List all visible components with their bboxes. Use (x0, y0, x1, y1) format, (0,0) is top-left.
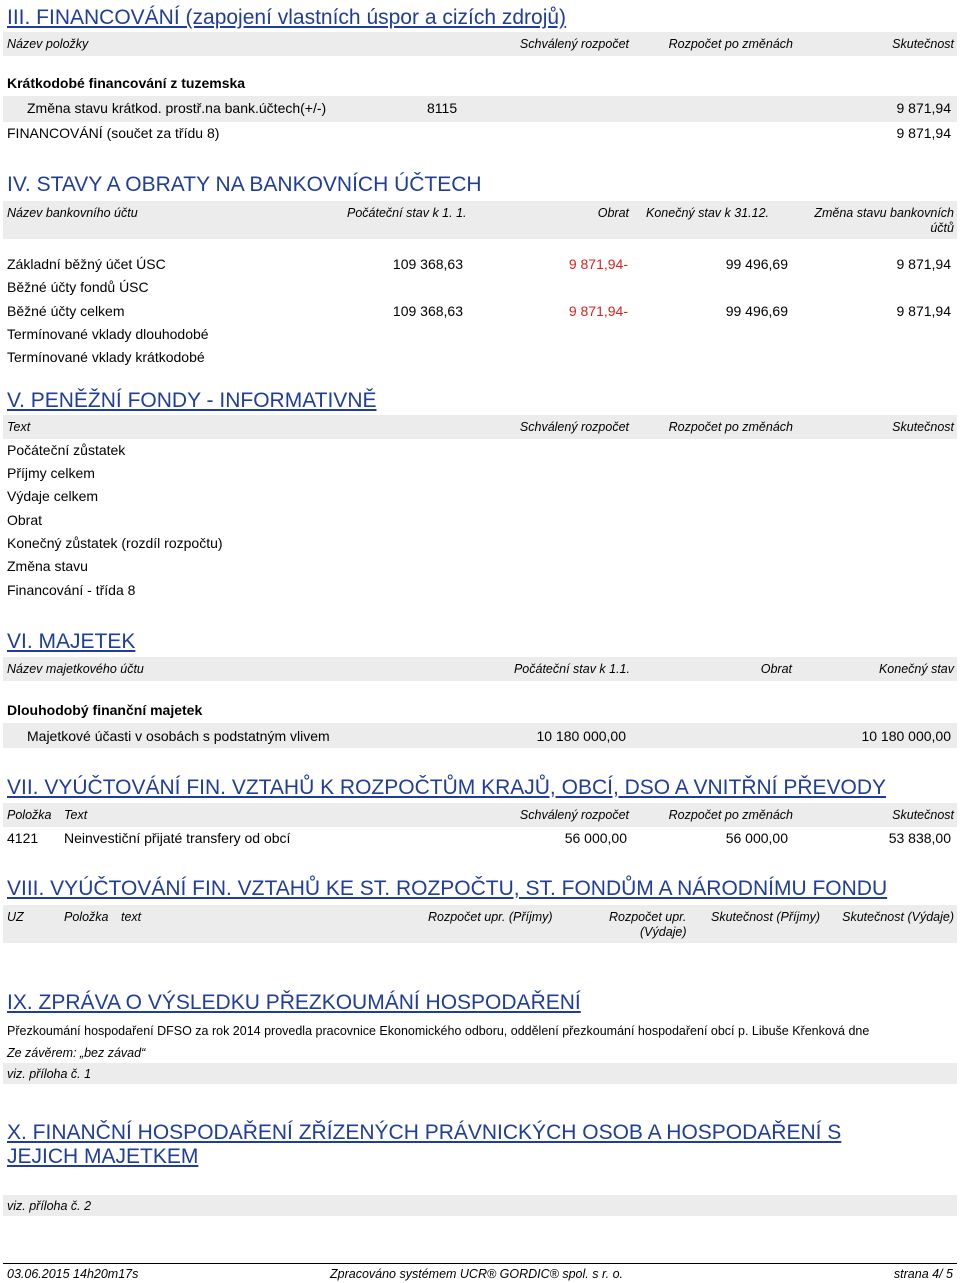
header-item: Položka (64, 910, 109, 924)
header-budget-after-changes: Rozpočet po změnách (668, 420, 793, 434)
row-code: 8115 (427, 100, 458, 116)
header-actual-expenses: Skutečnost (Výdaje) (842, 910, 954, 924)
row-text: Neinvestiční přijaté transfery od obcí (64, 830, 291, 846)
list-item: Počáteční zůstatek (7, 442, 126, 458)
attachment-ref: viz. příloha č. 1 (7, 1067, 92, 1081)
header-actual: Skutečnost (892, 37, 954, 51)
header-actual: Skutečnost (892, 420, 954, 434)
header-text: text (121, 910, 142, 924)
header-actual-income: Skutečnost (Příjmy) (711, 910, 821, 924)
section-5-title: V. PENĚŽNÍ FONDY - INFORMATIVNĚ (7, 389, 377, 412)
row-start: 10 180 000,00 (536, 728, 626, 744)
header-budget-after-changes: Rozpočet po změnách (668, 808, 793, 822)
header-adjusted-budget-expenses-2: (Výdaje) (640, 925, 687, 939)
header-initial-balance: Počáteční stav k 1.1. (513, 662, 630, 676)
section-8-header (3, 905, 957, 943)
section-6-title: VI. MAJETEK (7, 630, 136, 653)
footer-datetime: 03.06.2015 14h20m17s (7, 1267, 139, 1281)
header-final-balance: Konečný stav k 31.12. (646, 206, 769, 220)
attachment-band (3, 1195, 957, 1216)
group-short-term-financing: Krátkodobé financování z tuzemska (7, 75, 246, 91)
header-uz: UZ (7, 910, 24, 924)
total-label: FINANCOVÁNÍ (součet za třídu 8) (7, 125, 220, 141)
row-code: 4121 (7, 830, 39, 846)
header-balance-change-2: účtů (930, 221, 954, 235)
table-row-turnover: 9 871,94- (568, 303, 628, 319)
list-item: Konečný zůstatek (rozdíl rozpočtu) (7, 535, 223, 551)
header-turnover: Obrat (760, 662, 792, 676)
row-end: 10 180 000,00 (861, 728, 951, 744)
section-3-title: III. FINANCOVÁNÍ (zapojení vlastních úspor a cizích zdrojů) (7, 6, 567, 29)
section-7-title: VII. VYÚČTOVÁNÍ FIN. VZTAHŮ K ROZPOČTŮM KRAJŮ, OBCÍ, DSO A VNITŘNÍ PŘEVODY (7, 776, 887, 799)
footer-divider (3, 1263, 957, 1264)
table-row-turnover: 9 871,94- (568, 256, 628, 272)
header-adjusted-budget-expenses: Rozpočet upr. (609, 910, 687, 924)
total-actual: 9 871,94 (896, 125, 951, 141)
header-text: Text (64, 808, 88, 822)
footer-page: strana 4/ 5 (893, 1267, 953, 1281)
table-row-end: 99 496,69 (725, 303, 788, 319)
header-approved-budget: Schválený rozpočet (519, 808, 629, 822)
table-row-end: 99 496,69 (725, 256, 788, 272)
table-row-change: 9 871,94 (896, 303, 951, 319)
header-approved-budget: Schválený rozpočet (519, 420, 629, 434)
footer-system: Zpracováno systémem UCR® GORDIC® spol. s r. o. (330, 1267, 624, 1281)
list-item: Změna stavu (7, 558, 88, 574)
section-5-header (3, 415, 957, 439)
section-4-header (3, 201, 957, 239)
header-final-balance: Konečný stav (878, 662, 954, 676)
list-item: Příjmy celkem (7, 465, 95, 481)
row-changed: 56 000,00 (725, 830, 788, 846)
header-actual: Skutečnost (892, 808, 954, 822)
table-row-start: 109 368,63 (392, 303, 463, 319)
table-row-change: 9 871,94 (896, 256, 951, 272)
row-actual: 9 871,94 (896, 100, 951, 116)
section-8-title: VIII. VYÚČTOVÁNÍ FIN. VZTAHŮ KE ST. ROZPOČTU, ST. FONDŮM A NÁRODNÍMU FONDU (7, 877, 888, 900)
section-9-title: IX. ZPRÁVA O VÝSLEDKU PŘEZKOUMÁNÍ HOSPODAŘENÍ (7, 991, 581, 1014)
group-long-term-financial-assets: Dlouhodobý finanční majetek (7, 702, 203, 718)
row-approved: 56 000,00 (564, 830, 627, 846)
audit-conclusion: Ze závěrem: „bez závad“ (7, 1046, 146, 1060)
section-4-title: IV. STAVY A OBRATY NA BANKOVNÍCH ÚČTECH (7, 173, 482, 196)
header-item: Položka (7, 808, 52, 822)
row-label: Změna stavu krátkod. prostř.na bank.účtech(+/-) (27, 100, 327, 116)
header-adjusted-budget-income: Rozpočet upr. (Příjmy) (428, 910, 553, 924)
attachment-ref: viz. příloha č. 2 (7, 1199, 92, 1213)
header-bank-account-name: Název bankovního účtu (7, 206, 138, 220)
section-10-title: X. FINANČNÍ HOSPODAŘENÍ ZŘÍZENÝCH PRÁVNICKÝCH OSOB A HOSPODAŘENÍ S (7, 1121, 842, 1144)
attachment-band (3, 1063, 957, 1084)
header-text: Text (7, 420, 31, 434)
table-row-label: Základní běžný účet ÚSC (7, 256, 166, 272)
row-label: Majetkové účasti v osobách s podstatným vlivem (27, 728, 330, 744)
header-budget-after-changes: Rozpočet po změnách (668, 37, 793, 51)
list-item: Výdaje celkem (7, 488, 99, 504)
header-balance-change: Změna stavu bankovních (814, 206, 954, 220)
table-row-label: Termínované vklady krátkodobé (7, 349, 205, 365)
header-asset-account-name: Název majetkového účtu (7, 662, 144, 676)
section-7-header (3, 803, 957, 827)
table-row-label: Termínované vklady dlouhodobé (7, 326, 209, 342)
header-approved-budget: Schválený rozpočet (519, 37, 629, 51)
section-6-header (3, 657, 957, 681)
table-row-label: Běžné účty fondů ÚSC (7, 279, 149, 295)
list-item: Financování - třída 8 (7, 582, 136, 598)
row-actual: 53 838,00 (888, 830, 951, 846)
header-item-name: Název položky (7, 37, 89, 51)
header-initial-balance: Počáteční stav k 1. 1. (347, 206, 467, 220)
header-turnover: Obrat (597, 206, 629, 220)
audit-text: Přezkoumání hospodaření DFSO za rok 2014 provedla pracovnice Ekonomického odboru, oddělení přezkoumání hospodaření obcí p. Libuše Křenková dne (7, 1024, 870, 1038)
table-row-start: 109 368,63 (392, 256, 463, 272)
section-3-header (3, 32, 957, 56)
section-10-title-line2: JEJICH MAJETKEM (7, 1145, 199, 1168)
list-item: Obrat (7, 512, 43, 528)
table-row-label: Běžné účty celkem (7, 303, 125, 319)
